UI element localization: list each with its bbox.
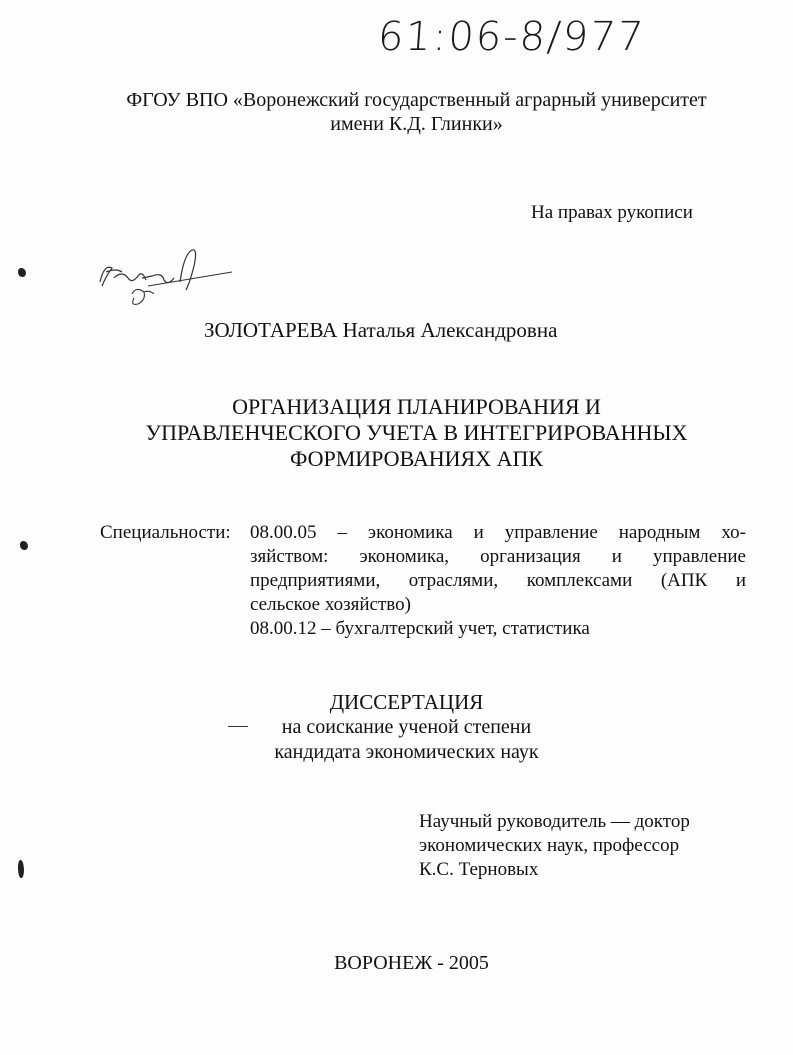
title-line-1: ОРГАНИЗАЦИЯ ПЛАНИРОВАНИЯ И [232,394,601,419]
supervisor-name: К.С. Терновых [419,859,539,880]
dissertation-title [0,394,793,472]
specialty-line: 08.00.12 – бухгалтерский учет, статистика [250,618,590,639]
signature-icon [92,242,242,317]
title-line-3: ФОРМИРОВАНИЯХ АПК [289,446,544,471]
specialty-label: Специальности: [100,522,231,543]
specialty-lines [250,521,746,641]
author-name: ЗОЛОТАРЕВА Наталья Александровна [204,318,558,342]
institution-line-2: имени К.Д. Глинки» [330,113,503,135]
rights-note: На правах рукописи [531,202,693,223]
specialty-line: 08.00.05 – экономика и управление народным хо- [250,522,746,543]
scan-mark [18,268,26,277]
supervisor-block [419,810,690,882]
dissertation-block [0,690,793,765]
archive-code-handwritten: 61:06-8/977 [376,14,647,60]
scan-mark [20,541,28,550]
margin-dash [228,726,248,727]
title-line-2: УПРАВЛЕНЧЕСКОГО УЧЕТА В ИНТЕГРИРОВАННЫХ [145,420,688,445]
specialty-line: предприятиями, отраслями, комплексами (АПК и [250,570,746,591]
dissertation-line-1: на соискание ученой степени [281,716,532,738]
institution-block [0,88,793,136]
institution-line-1: ФГОУ ВПО «Воронежский государственный аграрный университет [126,89,707,111]
supervisor-line-1: Научный руководитель — доктор [419,811,690,832]
specialty-line: сельское хозяйство) [250,594,411,615]
dissertation-heading: ДИССЕРТАЦИЯ [329,690,484,714]
city-year-text: ВОРОНЕЖ - 2005 [334,952,489,974]
scan-mark [18,860,24,878]
dissertation-line-2: кандидата экономических наук [274,741,539,763]
specialty-line: зяйством: экономика, организация и управление [250,546,746,567]
city-year [0,952,793,975]
supervisor-line-2: экономических наук, профессор [419,835,680,856]
